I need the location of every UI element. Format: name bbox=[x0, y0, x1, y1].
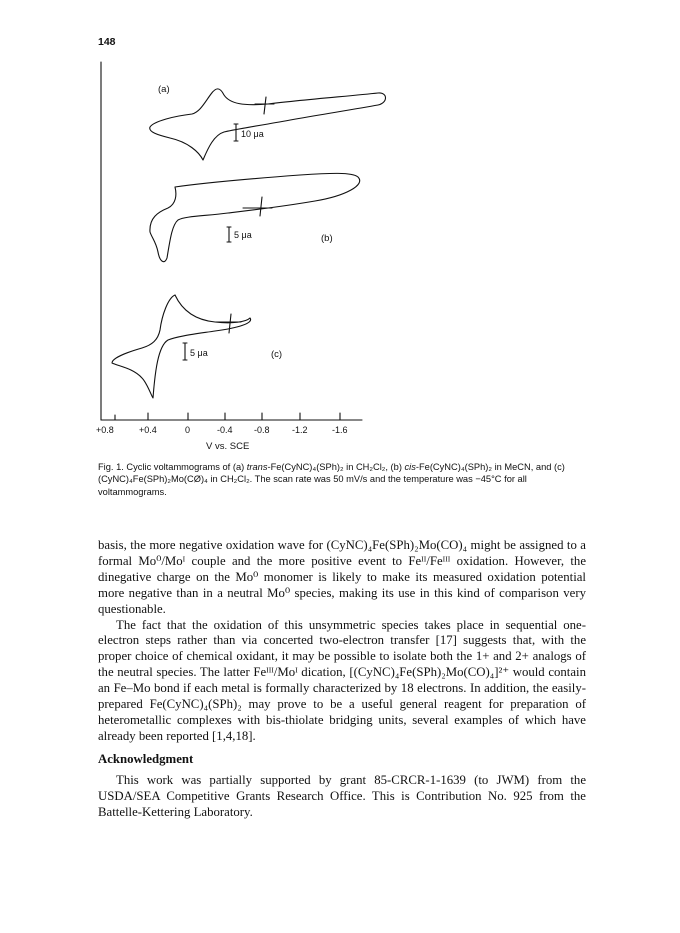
scale-bar-c bbox=[183, 343, 187, 360]
x-axis-ticks bbox=[115, 413, 340, 420]
crossing-mark-a bbox=[255, 97, 274, 114]
caption-text: -Fe(CyNC)₄(SPh)₂ in MeCN, and (c) (CyNC)₄Fe(SPh)₂Mo(CØ)₄ in CH₂Cl₂. The scan rate was 50 mV/s and the temperature was −45°C for all voltammograms. bbox=[98, 462, 565, 497]
scale-bar-label-a: 10 μa bbox=[241, 129, 264, 139]
page-number: 148 bbox=[98, 36, 116, 48]
body-text bbox=[98, 538, 586, 820]
caption-isomer-cis: cis bbox=[404, 462, 416, 472]
voltammogram-a bbox=[150, 89, 386, 160]
scale-bar-label-c: 5 μa bbox=[190, 348, 208, 358]
panel-label-a: (a) bbox=[158, 84, 170, 95]
voltammogram-figure bbox=[0, 0, 680, 460]
scale-bar-label-b: 5 μa bbox=[234, 230, 252, 240]
caption-fig-label: Fig. 1. bbox=[98, 462, 124, 472]
figure-caption bbox=[98, 461, 586, 498]
x-axis-label: V vs. SCE bbox=[206, 441, 250, 452]
crossing-mark-b bbox=[243, 197, 272, 216]
caption-text: Cyclic voltammograms of (a) bbox=[123, 462, 247, 472]
scale-bar-b bbox=[227, 227, 231, 242]
paragraph: The fact that the oxidation of this unsymmetric species takes place in sequential one-electron steps rather than via concerted two-electron transfer [17] suggests that, with the proper choice of chemical oxidant, it may be possible to isolate both the 1+ and 2+ analogs of the neutral species. The latter Feᴵᴵᴵ/Moᴵ dication, [(CyNC)₄Fe(SPh)₂Mo(CO)₄]²⁺ would contain an Fe–Mo bond if each metal is formally characterized by 18 electrons. In addition, the easily-prepared Fe(CyNC)₄(SPh)₂ may prove to be a useful general reagent for preparation of heterometallic complexes with bis-thiolate bridging units, several examples of which have already been reported [1,4,18]. bbox=[98, 617, 586, 743]
panel-label-c: (c) bbox=[271, 349, 283, 360]
x-tick-label: -1.2 bbox=[292, 425, 308, 435]
x-tick-label: 0 bbox=[185, 425, 191, 435]
paragraph: This work was partially supported by grant 85-CRCR-1-1639 (to JWM) from the USDA/SEA Competitive Grants Research Office. This is Contribution No. 925 from the Battelle-Kettering Laboratory. bbox=[98, 772, 586, 819]
x-tick-label: -0.8 bbox=[254, 425, 270, 435]
scale-bar-a bbox=[234, 124, 238, 141]
panel-label-b: (b) bbox=[321, 233, 333, 244]
paragraph: basis, the more negative oxidation wave for (CyNC)₄Fe(SPh)₂Mo(CO)₄ might be assigned to a formal Mo⁰/Moᴵ couple and the more positive event to Feᴵᴵ/Feᴵᴵᴵ oxidation. However, the dinegative charge on the Mo⁰ monomer is likely to make its measured oxidation potential more negative than in a neutral Mo⁰ species, making its use in this kind of comparison very questionable. bbox=[98, 538, 586, 616]
section-heading: Acknowledgment bbox=[98, 751, 194, 766]
x-tick-label: -1.6 bbox=[332, 425, 348, 435]
caption-text: -Fe(CyNC)₄(SPh)₂ in CH₂Cl₂, (b) bbox=[267, 462, 405, 472]
x-tick-label: +0.4 bbox=[139, 425, 157, 435]
x-tick-label: -0.4 bbox=[217, 425, 233, 435]
x-tick-label: +0.8 bbox=[96, 425, 114, 435]
voltammogram-c bbox=[112, 295, 251, 398]
caption-isomer-trans: trans bbox=[246, 462, 268, 472]
voltammogram-b bbox=[150, 173, 360, 261]
